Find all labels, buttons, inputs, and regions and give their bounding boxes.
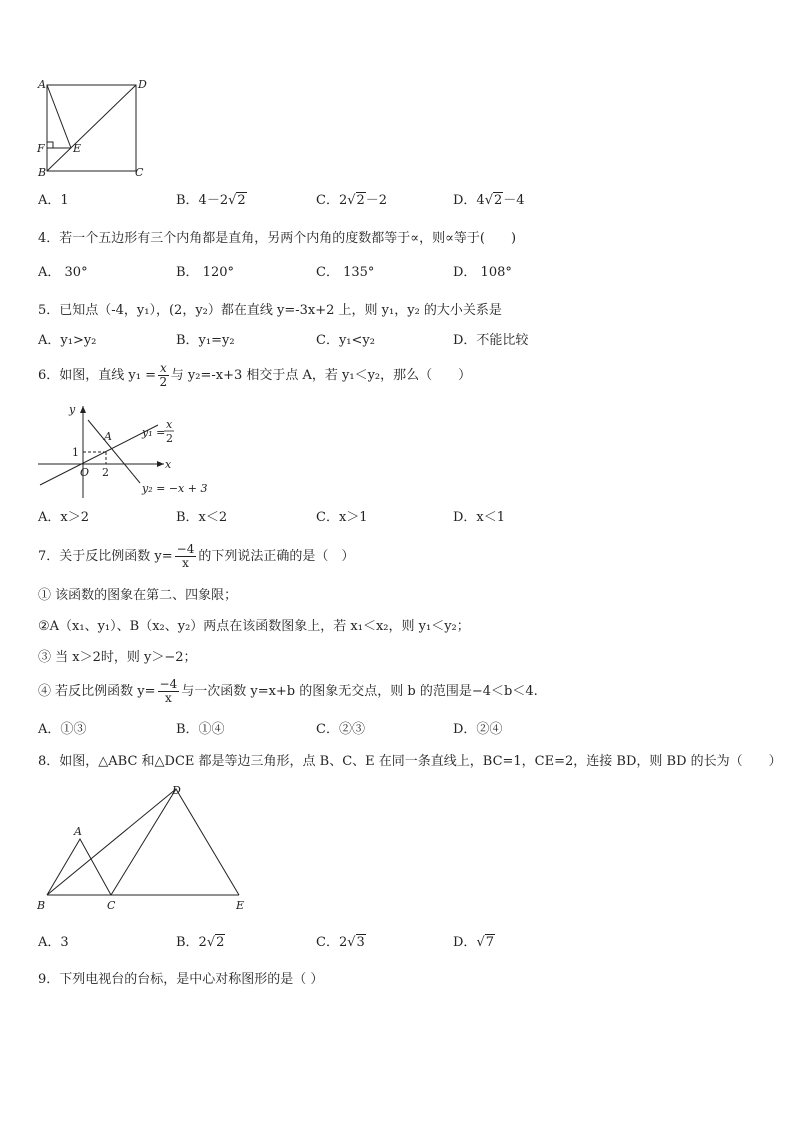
- q9-question: 9．下列电视台的台标，是中心对称图形的是（ ）: [38, 972, 324, 987]
- q8-question: 8．如图，△ABC 和△DCE 都是等边三角形，点 B、C、E 在同一条直线上，BC=1，CE=2，连接 BD，则 BD 的长为（ ）: [38, 754, 782, 769]
- q3-option-c[interactable]: C．2√2－2: [316, 193, 388, 208]
- q7-option-b[interactable]: B．①④: [176, 722, 225, 737]
- q3-label-e: E: [73, 142, 82, 155]
- q7-statement-4: ④ 若反比例函数 y= $\frac{-4}{x}$ 与一次函数 y=x+b 的图象无交点，则 b 的范围是−4＜b＜4.: [38, 677, 538, 705]
- q8-label-a: A: [74, 825, 82, 838]
- q5-question: 5．已知点（-4，y₁），(2，y₂）都在直线 y=-3x+2 上，则 y₁，y₂ 的大小关系是: [38, 303, 502, 318]
- q7-option-d[interactable]: D．②④: [453, 722, 503, 737]
- q8-label-e: E: [236, 899, 245, 912]
- q4-option-b[interactable]: B． 120°: [176, 265, 234, 280]
- q3-option-d[interactable]: D．4√2－4: [453, 193, 525, 208]
- q6-fraction: $\frac{x}{2}$: [159, 361, 168, 389]
- q6-y2-label: y₂ = −x + 3: [142, 482, 208, 495]
- q8-triangles-figure: [34, 780, 254, 914]
- q7-question: 7．关于反比例函数 y= $\frac{-4}{x}$ 的下列说法正确的是（ ）: [38, 542, 355, 570]
- q4-option-c[interactable]: C． 135°: [316, 265, 375, 280]
- q7-option-a[interactable]: A．①③: [38, 722, 87, 737]
- q7-s4-fraction: $\frac{-4}{x}$: [159, 677, 178, 705]
- q3-label-d: D: [138, 78, 147, 91]
- q6-point-a: A: [104, 430, 112, 443]
- q6-tick-1: 1: [72, 446, 79, 459]
- q8-option-d[interactable]: D．√7: [453, 935, 495, 950]
- q6-question: 6．如图，直线 y₁ = $\frac{x}{2}$ 与 y₂=-x+3 相交于点 A，若 y₁＜y₂，那么（ ）: [38, 361, 472, 389]
- q5-option-b[interactable]: B．y₁=y₂: [176, 333, 235, 348]
- q8-option-b[interactable]: B．2√2: [176, 935, 225, 950]
- q7-fraction: $\frac{-4}{x}$: [176, 542, 195, 570]
- q3-label-c: C: [135, 166, 144, 179]
- q6-option-d[interactable]: D．x＜1: [453, 510, 506, 525]
- q5-option-d[interactable]: D．不能比较: [453, 333, 529, 348]
- q6-option-a[interactable]: A．x＞2: [38, 510, 89, 525]
- q4-question: 4．若一个五边形有三个内角都是直角，另两个内角的度数都等于∝，则∝等于( ): [38, 231, 517, 246]
- q5-option-c[interactable]: C．y₁<y₂: [316, 333, 375, 348]
- q6-axis-y: y: [69, 403, 76, 416]
- q8-option-a[interactable]: A．3: [38, 935, 69, 950]
- q8-option-c[interactable]: C．2√3: [316, 935, 365, 950]
- q6-origin: O: [80, 466, 90, 479]
- q3-label-f: F: [37, 142, 45, 155]
- q3-square-figure: [34, 76, 154, 180]
- q6-y1-den: 2: [166, 432, 173, 445]
- q6-graph-figure: [36, 400, 216, 500]
- q3-label-b: B: [38, 166, 47, 179]
- q6-option-c[interactable]: C．x＞1: [316, 510, 368, 525]
- q7-option-c[interactable]: C．②③: [316, 722, 365, 737]
- q3-option-b[interactable]: B．4－2√2: [176, 193, 246, 208]
- q3-label-a: A: [38, 78, 46, 91]
- q5-option-a[interactable]: A．y₁>y₂: [38, 333, 97, 348]
- q8-label-d: D: [172, 784, 181, 797]
- q8-label-b: B: [37, 899, 46, 912]
- q3-option-a[interactable]: A．1: [38, 193, 69, 208]
- q7-statement-2: ②A（x₁、y₁）、B（x₂、y₂）两点在该函数图象上，若 x₁＜x₂，则 y₁＜y₂；: [38, 619, 470, 634]
- q6-option-b[interactable]: B．x＜2: [176, 510, 228, 525]
- q6-y1-num: x: [166, 418, 173, 431]
- q7-statement-3: ③ 当 x＞2时，则 y＞−2；: [38, 650, 197, 665]
- q6-y1-label: y₁ =: [142, 426, 166, 439]
- q8-label-c: C: [107, 899, 116, 912]
- q4-option-a[interactable]: A． 30°: [38, 265, 88, 280]
- q4-option-d[interactable]: D． 108°: [453, 265, 512, 280]
- q6-tick-2: 2: [102, 466, 109, 479]
- q7-statement-1: ① 该函数的图象在第二、四象限；: [38, 588, 238, 603]
- q6-axis-x: x: [165, 458, 172, 471]
